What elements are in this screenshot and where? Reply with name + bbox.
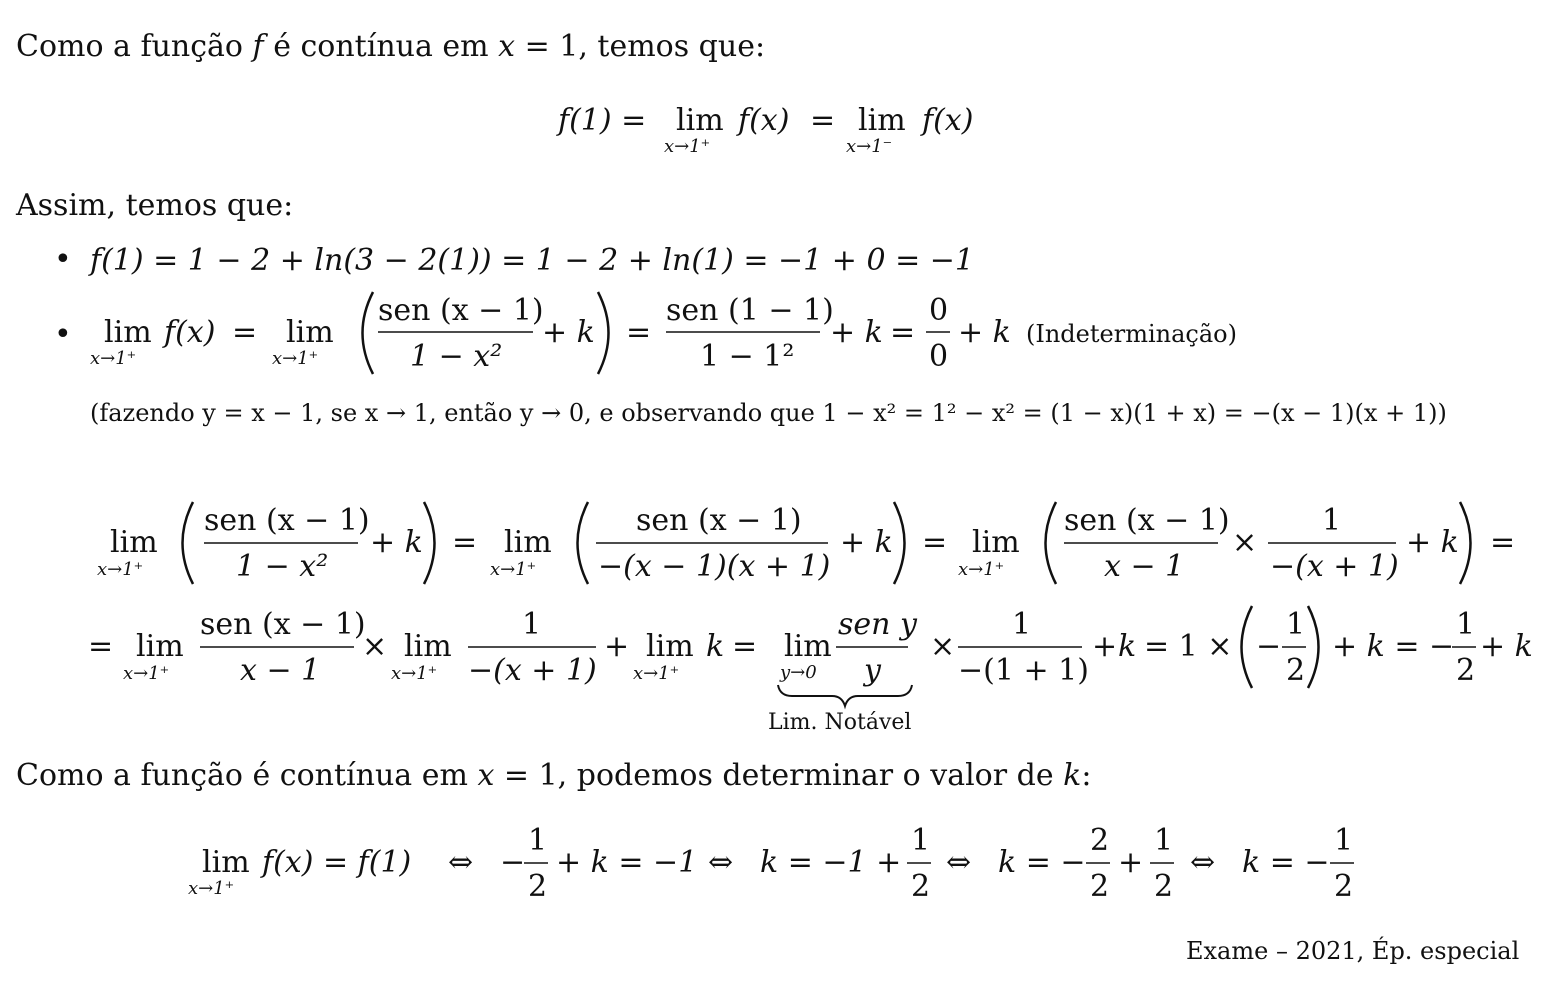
r4-lim4: lim (784, 629, 832, 664)
continuity-label: Como a função é contínua em (16, 758, 468, 793)
b2-plus-k: + k (542, 315, 595, 350)
r3-plusk3: + k (1406, 525, 1459, 560)
b2-sub2: x→1⁺ (272, 348, 319, 369)
r4-sub2: x→1⁺ (391, 663, 438, 684)
r4-times1: × (362, 629, 388, 664)
fin-minus1: − (500, 845, 526, 880)
b2-lim2: lim (286, 315, 334, 350)
fin-iff1: ⇔ (448, 845, 474, 880)
fin-half-num2: 1 (911, 823, 931, 858)
r4-paren-r (1308, 606, 1319, 688)
fin-eq-m1: + k = −1 (556, 845, 698, 880)
r4-half-den1: 2 (1286, 653, 1306, 688)
b2-den2: 1 − 1² (700, 339, 795, 374)
r4-eq1: = (732, 629, 758, 664)
r3-num1: sen (x − 1) (204, 503, 370, 538)
fin-k-minus2: k = − (1242, 845, 1330, 880)
continuity-x: x (477, 758, 495, 793)
fin-k-minus: k = − (998, 845, 1086, 880)
b2-fx: f(x) (164, 315, 216, 350)
r3-den3: x − 1 (1104, 549, 1185, 584)
r3-sub1: x→1⁺ (97, 559, 144, 580)
intro-x: x (498, 29, 516, 64)
assim-label: Assim, temos que: (16, 188, 294, 223)
r3-num3: sen (x − 1) (1064, 503, 1230, 538)
r4-k2: k (1118, 629, 1137, 664)
r4-minus1: − (1256, 629, 1282, 664)
r4-plus2: + (1092, 629, 1118, 664)
r3-paren-l3 (1046, 502, 1057, 584)
intro-prefix: Como a função (16, 29, 243, 64)
fin-half-den3: 2 (1154, 869, 1174, 904)
r4-plusk-final: + k (1480, 629, 1533, 664)
lim-notavel-label: Lim. Notável (768, 710, 912, 735)
r4-den3: y (864, 653, 881, 688)
r4-num2: 1 (522, 607, 542, 642)
r4-half-num2: 1 (1456, 607, 1476, 642)
r3-times: × (1232, 525, 1258, 560)
fin-half-den1: 2 (528, 869, 548, 904)
fin-fx-f1: f(x) = f(1) (262, 845, 412, 880)
b2-eq1: = (232, 315, 258, 350)
r4-den1: x − 1 (240, 653, 321, 688)
r3-den1: 1 − x² (236, 549, 329, 584)
r4-times2: × (930, 629, 956, 664)
continuity-colon: : (1081, 758, 1092, 793)
bullet-dot-2: • (54, 317, 72, 352)
r4-eq0: = (88, 629, 114, 664)
r3-den4: −(x + 1) (1270, 549, 1399, 584)
source-citation: Exame – 2021, Ép. especial (1186, 937, 1520, 965)
r3-num4: 1 (1322, 503, 1342, 538)
r4-num1: sen (x − 1) (200, 607, 366, 642)
b2-sub1: x→1⁺ (90, 348, 137, 369)
fin-22-den: 2 (1090, 869, 1110, 904)
fin-half-den2: 2 (911, 869, 931, 904)
b2-num2: sen (1 − 1) (666, 293, 834, 328)
r4-eq1-times: = 1 × (1144, 629, 1233, 664)
fin-22-num: 2 (1090, 823, 1110, 858)
r3-paren-l2 (578, 502, 589, 584)
eq1-f1: f(1) = (558, 103, 647, 138)
r3-num2: sen (x − 1) (636, 503, 802, 538)
r3-plusk1: + k (370, 525, 423, 560)
b2-plus-k3: + k (958, 315, 1011, 350)
bullet-dot-1: • (54, 242, 72, 277)
r4-sub4: y→0 (780, 662, 817, 683)
eq1-lim2: lim (858, 103, 906, 138)
fin-half-num1: 1 (528, 823, 548, 858)
r4-num4: 1 (1012, 607, 1032, 642)
r3-lim3: lim (972, 525, 1020, 560)
fin-iff4: ⇔ (1190, 845, 1216, 880)
r3-sub2: x→1⁺ (490, 559, 537, 580)
r3-paren-r2 (894, 502, 905, 584)
fin-sub: x→1⁺ (188, 878, 235, 899)
r3-eq3: = (1490, 525, 1516, 560)
continuity-rest: = 1, podemos determinar o valor de (503, 758, 1054, 793)
r3-sub3: x→1⁺ (958, 559, 1005, 580)
b2-plus-k2: + k (830, 315, 883, 350)
bullet1-eq: f(1) = 1 − 2 + ln(3 − 2(1)) = 1 − 2 + ln(1) = −1 + 0 = −1 (90, 243, 974, 278)
b2-num: sen (x − 1) (378, 293, 544, 328)
r3-paren-l1 (183, 502, 194, 584)
r3-paren-r3 (1460, 502, 1471, 584)
r4-sub1: x→1⁺ (123, 663, 170, 684)
r3-eq1: = (452, 525, 478, 560)
fin-lim: lim (202, 845, 250, 880)
r4-k1: k (706, 629, 725, 664)
b2-zero-num: 0 (929, 293, 949, 328)
b2-paren-right (598, 292, 609, 374)
b2-paren-left (363, 292, 374, 374)
r4-lim3: lim (646, 629, 694, 664)
eq1-fx2: f(x) (922, 103, 974, 138)
b2-den: 1 − x² (410, 339, 503, 374)
r4-paren-l (1242, 606, 1253, 688)
substitution-note: (fazendo y = x − 1, se x → 1, então y → 0, e observando que 1 − x² = 1² − x² = (1 − x)(1 + x) = −(x − 1)(x + 1)) (90, 399, 1447, 427)
underbrace (778, 685, 912, 706)
eq1-sub1: x→1⁺ (664, 136, 711, 157)
r4-num3: sen y (838, 607, 917, 642)
r4-lim2: lim (404, 629, 452, 664)
r4-plus1: + (604, 629, 630, 664)
r4-sub3: x→1⁺ (633, 663, 680, 684)
intro-mid: é contínua em (273, 29, 489, 64)
r4-half-num1: 1 (1286, 607, 1306, 642)
eq1-eq: = (810, 103, 836, 138)
eq1-fx1: f(x) (738, 103, 790, 138)
intro-f: f (252, 29, 264, 64)
fin-iff3: ⇔ (946, 845, 972, 880)
b2-indeterminacao: (Indeterminação) (1026, 320, 1237, 348)
r4-den2: −(x + 1) (468, 653, 597, 688)
r4-half-den2: 2 (1456, 653, 1476, 688)
fin-plus: + (1118, 845, 1144, 880)
r3-eq2: = (922, 525, 948, 560)
fin-k-m1plus: k = −1 + (760, 845, 902, 880)
eq1-lim1: lim (676, 103, 724, 138)
r3-plusk2: + k (840, 525, 893, 560)
r3-lim2: lim (504, 525, 552, 560)
r4-pluskeq: + k = − (1332, 629, 1455, 664)
r4-lim1: lim (136, 629, 184, 664)
fin-iff2: ⇔ (708, 845, 734, 880)
r4-den4: −(1 + 1) (958, 653, 1089, 688)
r3-den2: −(x − 1)(x + 1) (598, 549, 831, 584)
r3-lim1: lim (110, 525, 158, 560)
b2-eq2: = (626, 315, 652, 350)
fin-half-den4: 2 (1334, 869, 1354, 904)
eq1-sub2: x→1⁻ (846, 136, 893, 157)
b2-eq3: = (890, 315, 916, 350)
b2-zero-den: 0 (929, 339, 949, 374)
r3-paren-r1 (424, 502, 435, 584)
intro-eq1: = 1, temos que: (524, 29, 766, 64)
fin-half-num3: 1 (1154, 823, 1174, 858)
fin-half-num4: 1 (1334, 823, 1354, 858)
continuity-k: k (1063, 758, 1082, 793)
b2-lim1: lim (104, 315, 152, 350)
